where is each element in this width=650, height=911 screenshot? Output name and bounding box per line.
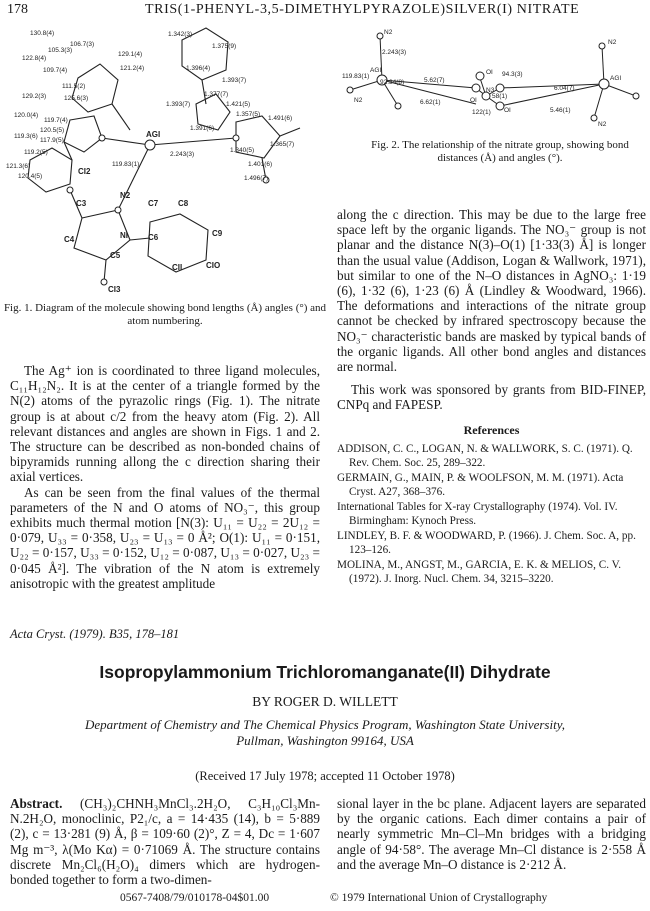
svg-text:129.1(4): 129.1(4) xyxy=(118,51,143,58)
svg-text:120.4(5): 120.4(5) xyxy=(18,173,43,180)
svg-text:1.396(4): 1.396(4) xyxy=(186,65,211,72)
svg-text:1.393(7): 1.393(7) xyxy=(222,77,247,84)
abstract-right xyxy=(337,796,646,872)
svg-text:C7: C7 xyxy=(148,199,159,208)
left-paragraph-1: The Ag⁺ ion is coordinated to three ligand molecules, C₁₁H₁₂N₂. It is at the center of a triangle formed by the N(2) atoms of the pyrazolic rings (Fig. 1). The nitrate group is at about c/2 from the heavy atom (Fig. 2). All relevant distances and angles are shown in Figs. 1 and 2. The structure can be described as non-bonded chains of bipyramids running allong the c direction sharing their axial vertices. xyxy=(10,363,320,485)
svg-text:6.04(7): 6.04(7) xyxy=(554,85,575,92)
reference-item: International Tables for X-ray Crystallography (1974). Vol. IV. Birmingham: Kynoch Press. xyxy=(337,500,618,527)
svg-text:125.6(3): 125.6(3) xyxy=(64,95,89,102)
running-title: TRIS(1-PHENYL-3,5-DIMETHYLPYRAZOLE)SILVER(I) NITRATE xyxy=(145,2,580,17)
right-paragraph-1: along the c direction. This may be due to the large free space left by the organic ligands. The NO₃⁻ group is not planar and the distance N(3)–O(1) [1·33(3) Å] is longer than the usual value (Addison, Logan & Wallwork, 1971), but similar to one of the N–O distances in AgNO₃: 1·19 (6), 1·32 (6), 1·23 (6) Å (Lindley & Woodward, 1966). The deformations and interactions of the nitrate group cannot be checked by infrared spectroscopy because the NO₃⁻ characteristic bands are masked by typical bands of the organic ligands. All other bond angles and distances are normal. xyxy=(337,207,646,375)
svg-text:1.377(7): 1.377(7) xyxy=(204,91,229,98)
svg-text:130.8(4): 130.8(4) xyxy=(30,30,55,37)
abstract-text-left: (CH₃)₂CHNH₃MnCl₃.2H₂O, C₃H₁₀Cl₃Mn-N.2H₂O, monoclinic, P2₁/c, a = 14·435 (14), b = 5·889 (2), c = 13·281 (9) Å, β = 109·60 (2)°, Z = 4, Dc = 1·607 Mg m⁻³, λ(Mo Kα) = 0·71069 Å. The structure contains discrete Mn₂Cl₆(H₂O)₄ dimers which are hydrogen-bonded together to form a two-dimen- xyxy=(10,796,321,888)
svg-text:122.8(4): 122.8(4) xyxy=(22,55,47,62)
svg-text:122(1): 122(1) xyxy=(472,109,491,116)
figure-2-caption: Fig. 2. The relationship of the nitrate group, showing bond distances (Å) and angles (°). xyxy=(371,139,629,164)
svg-text:117.9(5): 117.9(5) xyxy=(40,137,64,144)
issn-price: 0567-7408/79/010178-04$01.00 xyxy=(120,892,270,904)
svg-text:C5: C5 xyxy=(110,251,121,260)
journal-reference: Acta Cryst. (1979). B35, 178–181 xyxy=(10,627,180,641)
reference-item: GERMAIN, G., MAIN, P. & WOOLFSON, M. M. (1971). Acta Cryst. A27, 368–376. xyxy=(337,471,624,498)
abstract-text-right: sional layer in the bc plane. Adjacent layers are separated by the organic cations. Each dimer contains a pair of nearly symmetric Mn–Cl–Mn bridges with a bridging angle of 94·58°. The average Mn–Cl distance is 2·558 Å and the average Mn–O distance is 2·212 Å. xyxy=(337,796,646,872)
svg-text:N2: N2 xyxy=(384,29,393,36)
svg-text:1.365(7): 1.365(7) xyxy=(270,141,295,148)
svg-text:1.496(7): 1.496(7) xyxy=(244,175,269,182)
svg-text:120.0(4): 120.0(4) xyxy=(14,112,39,119)
article-title: Isopropylammonium Trichloromanganate(II) Dihydrate xyxy=(99,662,551,682)
svg-text:OI: OI xyxy=(470,97,477,104)
abstract-label: Abstract. xyxy=(10,796,63,811)
right-column xyxy=(337,207,646,587)
abstract-left xyxy=(10,796,320,887)
svg-text:109.7(4): 109.7(4) xyxy=(43,67,68,74)
svg-text:119.83(1): 119.83(1) xyxy=(342,73,370,80)
svg-text:1.375(9): 1.375(9) xyxy=(212,43,237,50)
svg-text:6.62(1): 6.62(1) xyxy=(420,99,441,106)
svg-text:AGI: AGI xyxy=(370,67,382,74)
svg-text:106.7(3): 106.7(3) xyxy=(70,41,95,48)
svg-text:119.7(4): 119.7(4) xyxy=(44,117,68,124)
figure-1-caption: Fig. 1. Diagram of the molecule showing bond lengths (Å) angles (°) and atom numbering. xyxy=(3,302,327,327)
left-paragraph-2: As can be seen from the final values of the thermal parameters of the N and O atoms of NO₃⁻, this group exhibits much thermal motion [N(3): U₁₁ = U₂₂ = 2U₁₂ = 0·079, U₃₃ = 0·358, U₂₃ = U₁₃ = 0 Å²; O(1): U₁₁ = 0·151, U₂₂ = 0·157, U₃₃ = 0·152, U₁₂ = 0·087, U₁₃ = 0·027, U₂₃ = 0·045 Å²]. The vibration of the N atom is extremely anisotropic with the greatest amplitude xyxy=(10,484,320,591)
left-column xyxy=(10,363,320,591)
reference-item: LINDLEY, B. F. & WOODWARD, P. (1966). J. Chem. Soc. A, pp. 123–126. xyxy=(337,529,636,556)
figure-2-nitrate-diagram xyxy=(340,26,646,130)
svg-text:N2: N2 xyxy=(354,97,363,104)
references-heading: References xyxy=(463,422,520,437)
svg-text:CII: CII xyxy=(172,263,183,272)
received-dates: (Received 17 July 1978; accepted 11 October 1978) xyxy=(195,769,455,783)
svg-text:1.342(3): 1.342(3) xyxy=(168,31,193,38)
svg-text:C6: C6 xyxy=(148,233,159,242)
svg-text:119.2(5): 119.2(5) xyxy=(24,149,48,156)
svg-text:1.340(5): 1.340(5) xyxy=(230,147,255,154)
svg-text:C4: C4 xyxy=(64,235,75,244)
svg-text:2.243(3): 2.243(3) xyxy=(170,151,195,158)
svg-text:1.401(6): 1.401(6) xyxy=(248,161,273,168)
svg-text:CIO: CIO xyxy=(206,261,221,270)
svg-text:105.3(3): 105.3(3) xyxy=(48,47,73,54)
svg-text:AGI: AGI xyxy=(610,75,622,82)
page-number: 178 xyxy=(7,2,28,17)
svg-text:AGI: AGI xyxy=(146,130,161,139)
svg-text:119.83(1): 119.83(1) xyxy=(112,161,140,168)
svg-text:121.3(6): 121.3(6) xyxy=(6,163,31,170)
svg-text:N3: N3 xyxy=(486,87,495,94)
svg-text:N2: N2 xyxy=(608,39,617,46)
svg-text:CI2: CI2 xyxy=(78,167,91,176)
svg-text:120.5(5): 120.5(5) xyxy=(40,127,65,134)
svg-text:1.421(5): 1.421(5) xyxy=(226,101,251,108)
svg-text:N2: N2 xyxy=(598,121,607,128)
svg-text:1.357(5): 1.357(5) xyxy=(236,111,261,118)
svg-text:5.62(7): 5.62(7) xyxy=(424,77,445,84)
svg-text:1.491(6): 1.491(6) xyxy=(268,115,293,122)
svg-text:N2: N2 xyxy=(120,191,131,200)
svg-text:1.391(6): 1.391(6) xyxy=(190,125,215,132)
reference-item: ADDISON, C. C., LOGAN, N. & WALLWORK, S. C. (1971). Q. Rev. Chem. Soc. 25, 289–322. xyxy=(337,442,633,469)
svg-text:C8: C8 xyxy=(178,199,189,208)
svg-text:119.3(6): 119.3(6) xyxy=(14,133,38,140)
svg-text:5.46(1): 5.46(1) xyxy=(550,107,571,114)
svg-text:94.3(3): 94.3(3) xyxy=(502,71,523,78)
acknowledgement: This work was sponsored by grants from BID-FINEP, CNPq and FAPESP. xyxy=(337,382,646,413)
svg-text:2.243(3): 2.243(3) xyxy=(382,49,407,56)
svg-text:129.2(3): 129.2(3) xyxy=(22,93,47,100)
svg-text:C3: C3 xyxy=(76,199,87,208)
svg-text:92.34(8): 92.34(8) xyxy=(380,79,405,86)
copyright: © 1979 International Union of Crystallography xyxy=(330,892,548,904)
author-affiliation: Department of Chemistry and The Chemical Physics Program, Washington State University, Pullman, Washington 99164, USA xyxy=(85,717,565,748)
svg-text:C9: C9 xyxy=(212,229,223,238)
svg-text:CI3: CI3 xyxy=(108,285,121,294)
svg-text:1.393(7): 1.393(7) xyxy=(166,101,191,108)
svg-text:58(1): 58(1) xyxy=(492,93,508,100)
svg-text:NI: NI xyxy=(120,231,128,240)
svg-text:121.2(4): 121.2(4) xyxy=(120,65,145,72)
author-byline: BY ROGER D. WILLETT xyxy=(252,694,398,709)
svg-text:OI: OI xyxy=(504,107,511,114)
figure-1-molecule-diagram xyxy=(0,20,340,298)
svg-text:111.5(2): 111.5(2) xyxy=(62,83,86,90)
svg-text:OI: OI xyxy=(486,69,493,76)
reference-item: MOLINA, M., ANGST, M., GARCIA, E. K. & MELIOS, C. V. (1972). J. Inorg. Nucl. Chem. 34, 3215–3220. xyxy=(337,558,622,585)
